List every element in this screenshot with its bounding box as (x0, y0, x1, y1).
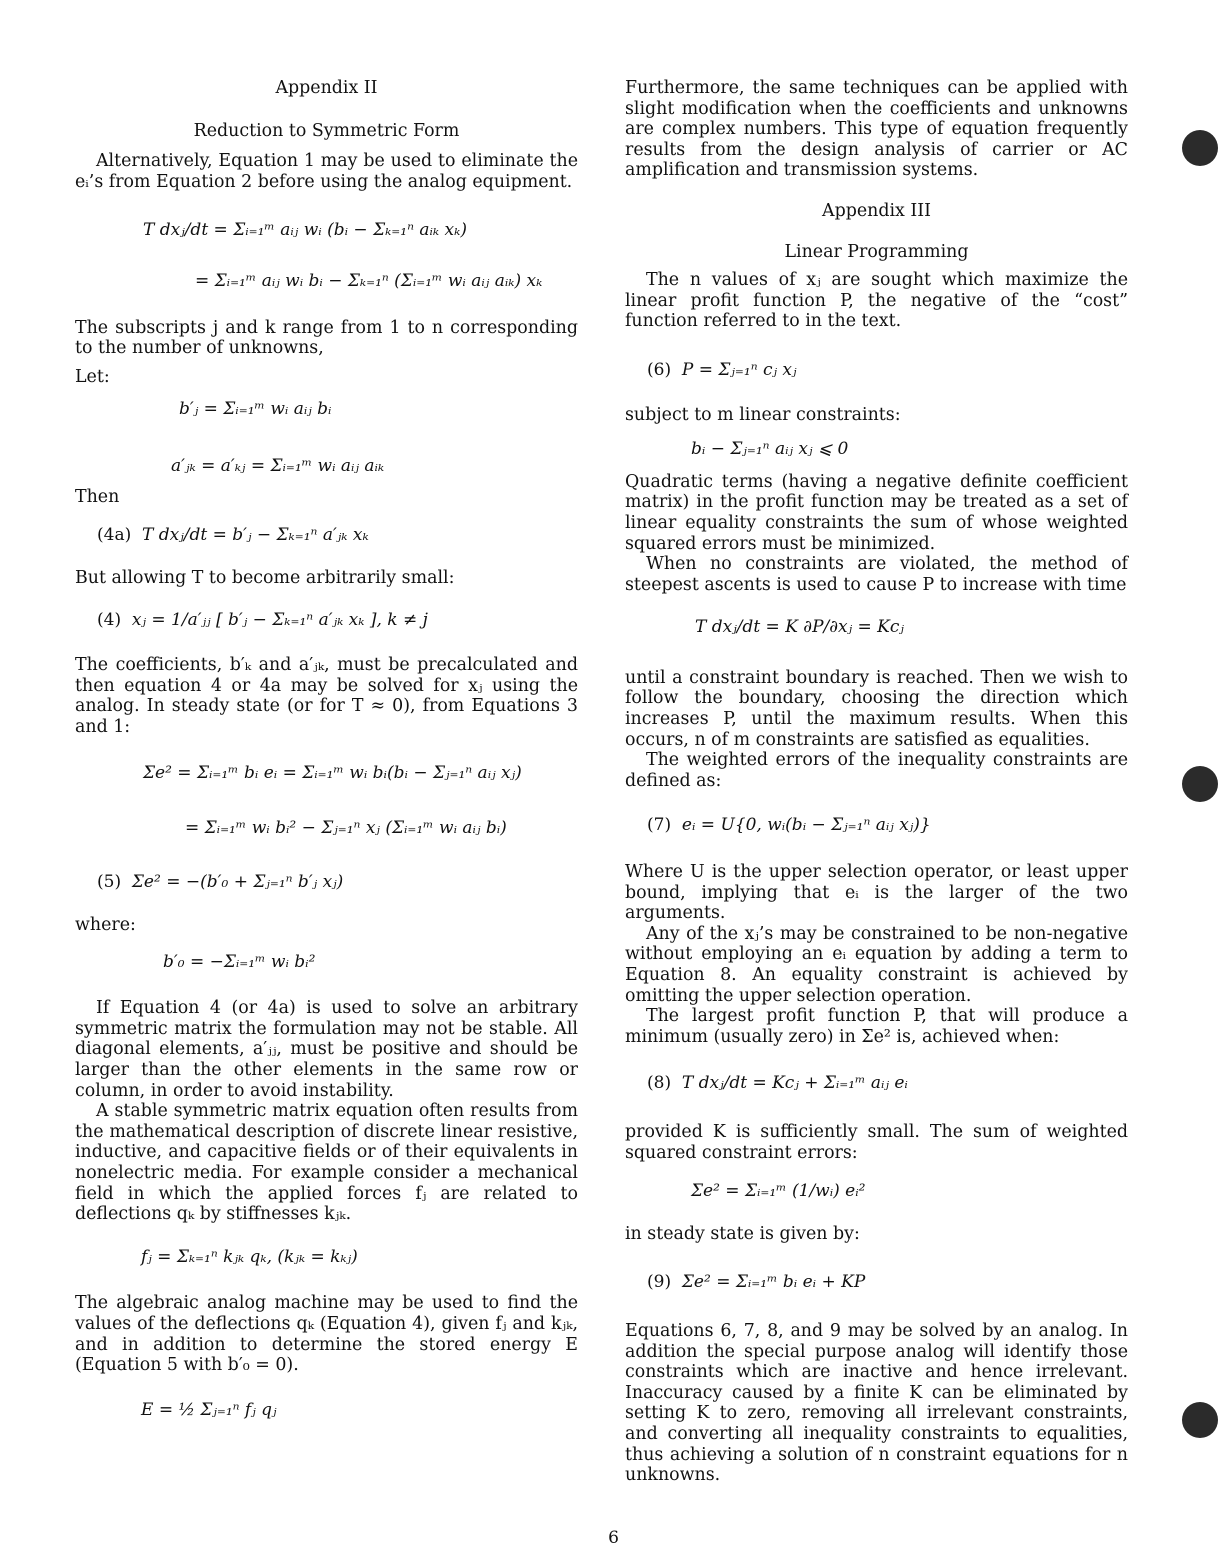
punch-hole-middle (1182, 766, 1218, 802)
equation: T dxⱼ/dt = K ∂P/∂xⱼ = Kcⱼ (695, 617, 904, 638)
paragraph: The coefficients, b′ₖ and a′ⱼₖ, must be precalculated and then equation 4 or 4a may be solved for xⱼ using the analog. In steady state (or for T ≈ 0), from Equations 3 and 1: (75, 654, 578, 737)
paragraph: Furthermore, the same techniques can be applied with slight modification when the coefficients and unknowns are complex numbers. This type of equation frequently results from the design analysis of carrier or AC amplification and transmission systems. (625, 78, 1128, 181)
paragraph: Alternatively, Equation 1 may be used to eliminate the eᵢ’s from Equation 2 before using the analog equipment. (75, 151, 578, 192)
equation-body: xⱼ = 1/a′ⱼⱼ [ b′ⱼ − Σₖ₌₁ⁿ a′ⱼₖ xₖ ], k ≠ j (131, 610, 428, 631)
equation-body: T dxⱼ/dt = Kcⱼ + Σᵢ₌₁ᵐ aᵢⱼ eᵢ (681, 1073, 908, 1094)
left-column (75, 78, 578, 1420)
page-number: 6 (608, 1528, 619, 1548)
equation-number: (8) (647, 1073, 672, 1094)
label-then: Then (75, 486, 120, 507)
appendix-ii-title: Appendix II (275, 78, 378, 98)
equation: b′ⱼ = Σᵢ₌₁ᵐ wᵢ aᵢⱼ bᵢ (179, 399, 332, 420)
paragraph: The algebraic analog machine may be used to find the values of the deflections qₖ (Equation 4), given fⱼ and kⱼₖ, and in addition to determine the stored energy E (Equation 5 with b′₀ = 0). (75, 1293, 578, 1376)
appendix-ii-section-title: Reduction to Symmetric Form (193, 120, 460, 141)
equation: E = ½ Σⱼ₌₁ⁿ fⱼ qⱼ (141, 1399, 277, 1420)
paragraph: But allowing T to become arbitrarily small: (75, 567, 455, 588)
paragraph: When no constraints are violated, the method of steepest ascents is used to cause P to increase with time (625, 554, 1128, 595)
paragraph: If Equation 4 (or 4a) is used to solve an arbitrary symmetric matrix the formulation may not be stable. All diagonal elements, a′ⱼⱼ, must be positive and should be larger than the other elements in the same row or column, in order to avoid instability. (75, 998, 578, 1101)
equation-8 (625, 1073, 1128, 1094)
equation-number: (9) (647, 1272, 672, 1293)
equation-number: (7) (647, 815, 672, 836)
equation-7 (625, 815, 1128, 836)
appendix-iii-title: Appendix III (822, 200, 931, 221)
appendix-iii-section-title: Linear Programming (784, 241, 969, 262)
paragraph: Any of the xⱼ’s may be constrained to be non-negative without employing an eᵢ equation by adding a term to Equation 8. An equality constraint is achieved by omitting the upper selection operation. (625, 923, 1128, 1006)
equation-body: P = Σⱼ₌₁ⁿ cⱼ xⱼ (681, 359, 797, 380)
paragraph: The largest profit function P, that will produce a minimum (usually zero) in Σe² is, achieved when: (625, 1006, 1128, 1047)
paragraph: until a constraint boundary is reached. Then we wish to follow the boundary, choosing the direction which increases P, until the maximum results. When this occurs, n of m constraints are satisfied as equalities. (625, 667, 1128, 750)
equation-number: (4) (97, 610, 122, 631)
right-column (625, 78, 1128, 1486)
equation: Σe² = Σᵢ₌₁ᵐ bᵢ eᵢ = Σᵢ₌₁ᵐ wᵢ bᵢ(bᵢ − Σⱼ₌₁ⁿ aᵢⱼ xⱼ) (143, 763, 522, 784)
equation-body: Σe² = −(b′₀ + Σⱼ₌₁ⁿ b′ⱼ xⱼ) (131, 872, 344, 893)
equation-body: T dxⱼ/dt = b′ⱼ − Σₖ₌₁ⁿ a′ⱼₖ xₖ (142, 525, 369, 546)
paragraph: subject to m linear constraints: (625, 404, 901, 425)
equation-number: (4a) (97, 525, 132, 546)
equation: T dxⱼ/dt = Σᵢ₌₁ᵐ aᵢⱼ wᵢ (bᵢ − Σₖ₌₁ⁿ aᵢₖ xₖ) (143, 220, 467, 241)
paragraph: The subscripts j and k range from 1 to n corresponding to the number of unknowns, (75, 317, 578, 359)
equation: = Σᵢ₌₁ᵐ aᵢⱼ wᵢ bᵢ − Σₖ₌₁ⁿ (Σᵢ₌₁ᵐ wᵢ aᵢⱼ aᵢₖ) xₖ (195, 270, 543, 291)
equation: a′ⱼₖ = a′ₖⱼ = Σᵢ₌₁ᵐ wᵢ aᵢⱼ aᵢₖ (171, 455, 385, 476)
equation-4a (75, 525, 578, 546)
equation-6 (625, 360, 1128, 381)
paragraph: Where U is the upper selection operator, or least upper bound, implying that eᵢ is the larger of the two arguments. (625, 862, 1128, 924)
equation: fⱼ = Σₖ₌₁ⁿ kⱼₖ qₖ, (kⱼₖ = kₖⱼ) (141, 1246, 358, 1267)
equation: = Σᵢ₌₁ᵐ wᵢ bᵢ² − Σⱼ₌₁ⁿ xⱼ (Σᵢ₌₁ᵐ wᵢ aᵢⱼ bᵢ) (185, 817, 507, 838)
label-where: where: (75, 915, 136, 936)
equation: b′₀ = −Σᵢ₌₁ᵐ wᵢ bᵢ² (163, 951, 316, 972)
paragraph: The weighted errors of the inequality constraints are defined as: (625, 750, 1128, 791)
punch-hole-bottom (1182, 1402, 1218, 1438)
equation-number: (6) (647, 359, 672, 380)
equation-body: Σe² = Σᵢ₌₁ᵐ bᵢ eᵢ + KP (681, 1272, 866, 1293)
equation: Σe² = Σᵢ₌₁ᵐ (1/wᵢ) eᵢ² (691, 1181, 866, 1202)
equation: bᵢ − Σⱼ₌₁ⁿ aᵢⱼ xⱼ ⩽ 0 (691, 439, 849, 460)
equation-body: eᵢ = U{0, wᵢ(bᵢ − Σⱼ₌₁ⁿ aᵢⱼ xⱼ)} (681, 815, 931, 836)
label-let: Let: (75, 366, 110, 387)
paragraph: A stable symmetric matrix equation often results from the mathematical description of discrete linear resistive, inductive, and capacitive fields or of their equivalents in nonelectric media. For example consider a mechanical field in which the applied forces fⱼ are related to deflections qₖ by stiffnesses kⱼₖ. (75, 1101, 578, 1225)
paragraph: Quadratic terms (having a negative definite coefficient matrix) in the profit function may be treated as a set of linear equality constraints the sum of whose weighted squared errors must be minimized. (625, 471, 1128, 554)
equation-9 (625, 1272, 1128, 1293)
punch-hole-top (1182, 130, 1218, 166)
paragraph: in steady state is given by: (625, 1223, 860, 1244)
equation-number: (5) (97, 872, 122, 893)
paragraph: Equations 6, 7, 8, and 9 may be solved by an analog. In addition the special purpose analog will identify those constraints which are inactive and hence irrelevant. Inaccuracy caused by a finite K can be eliminated by setting K to zero, removing all irrelevant constraints, and converting all inequality constraints to equalities, thus achieving a solution of n constraint equations for n unknowns. (625, 1320, 1128, 1486)
equation-5 (75, 872, 578, 893)
paragraph: The n values of xⱼ are sought which maximize the linear profit function P, the negative of the “cost” function referred to in the text. (625, 270, 1128, 332)
equation-4 (75, 610, 578, 631)
paragraph: provided K is sufficiently small. The sum of weighted squared constraint errors: (625, 1121, 1128, 1163)
